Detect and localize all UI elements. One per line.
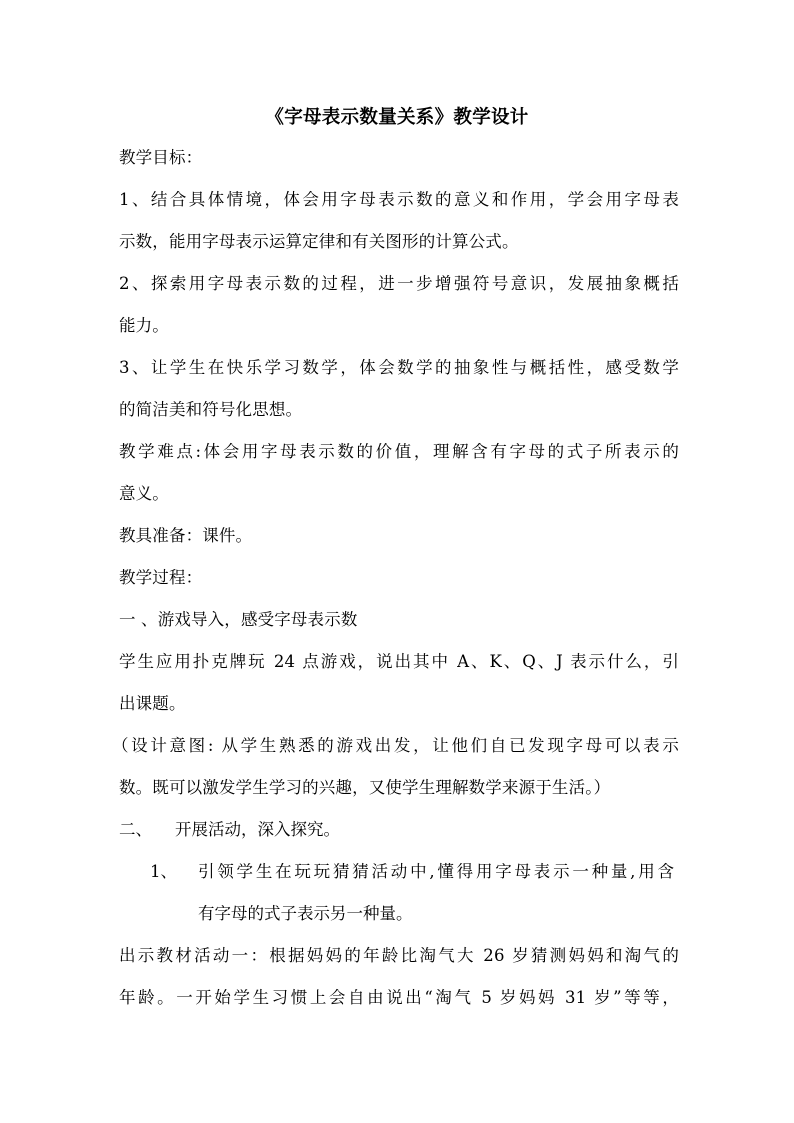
objective-2-line-2: 能力。 — [119, 316, 169, 335]
activity-line-2: 年龄。一开始学生习惯上会自由说出“淘气 5 岁妈妈 31 岁”等等， — [119, 988, 679, 1007]
objective-3-line-2: 的简洁美和符号化思想。 — [119, 400, 303, 419]
process-heading: 教学过程： — [119, 568, 203, 587]
objectives-heading: 教学目标： — [119, 148, 203, 167]
design-intent-line-1: （设计意图: 从学生熟悉的游戏出发，让他们自已发现字母可以表示 — [112, 736, 679, 755]
difficulty-line-1: 教学难点:体会用字母表示数的价值，理解含有字母的式子所表示的 — [119, 442, 679, 461]
item-1-line-2: 有字母的式子表示另一种量。 — [198, 904, 413, 923]
item-1-line-1: 引领学生在玩玩猜猜活动中,懂得用字母表示一种量,用含 — [198, 862, 674, 881]
activity-line-1: 出示教材活动一：根据妈妈的年龄比淘气大 26 岁猜测妈妈和淘气的 — [119, 946, 679, 965]
section-1-heading: 一 、游戏导入，感受字母表示数 — [119, 610, 358, 629]
objective-2-line-1: 2、探索用字母表示数的过程，进一步增强符号意识，发展抽象概括 — [119, 274, 679, 293]
objective-3-line-1: 3、让学生在快乐学习数学，体会数学的抽象性与概括性，感受数学 — [119, 358, 679, 377]
section-2-label: 二、 — [119, 820, 152, 839]
section-1-paragraph-line-1: 学生应用扑克牌玩 24 点游戏，说出其中 A、K、Q、J 表示什么，引 — [119, 652, 679, 671]
section-2-heading: 开展活动，深入探究。 — [175, 820, 340, 839]
objective-1-line-2: 示数，能用字母表示运算定律和有关图形的计算公式。 — [119, 232, 519, 251]
difficulty-line-2: 意义。 — [119, 484, 169, 503]
materials-line: 教具准备：课件。 — [119, 526, 253, 545]
objective-1-line-1: 1、结合具体情境，体会用字母表示数的意义和作用，学会用字母表 — [119, 190, 679, 209]
section-1-paragraph-line-2: 出课题。 — [119, 694, 186, 713]
document-title: 《字母表示数量关系》教学设计 — [265, 107, 529, 128]
item-1-number: 1、 — [150, 862, 177, 881]
design-intent-line-2: 数。既可以激发学生学习的兴趣，又使学生理解数学来源于生活。） — [119, 778, 611, 797]
